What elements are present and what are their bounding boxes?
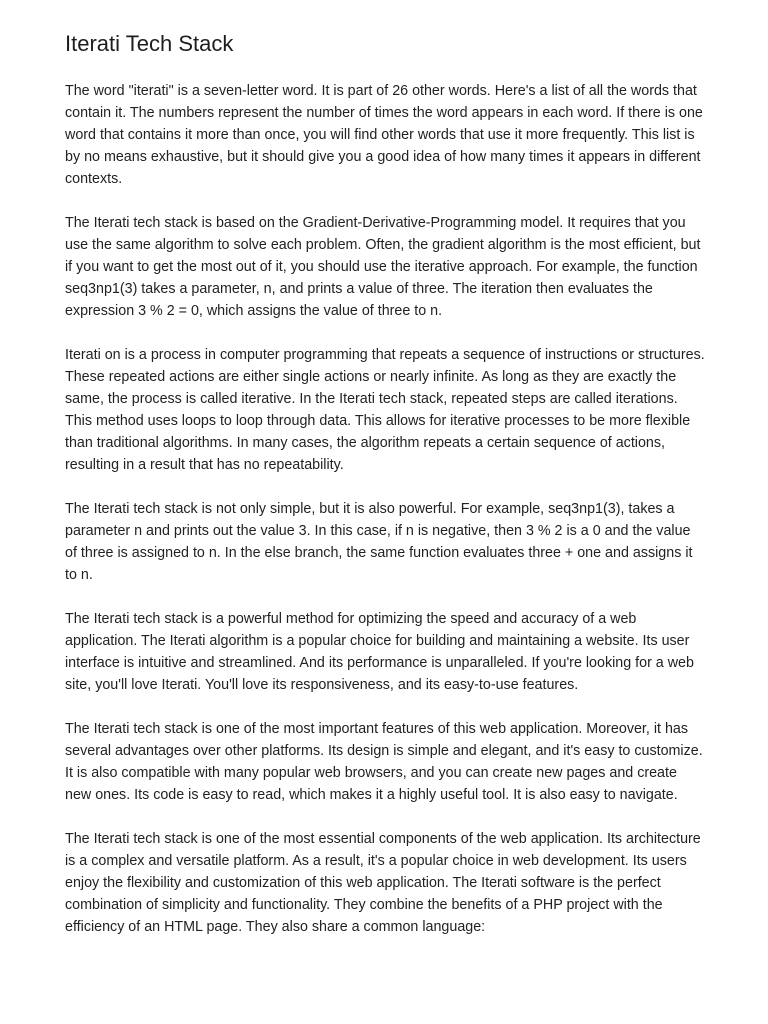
paragraph-2: The Iterati tech stack is based on the Gradient-Derivative-Programming model. It requires that you use the same algorithm to solve each problem. Often, the gradient algorithm is the most efficient, but if you want to get the most out of it, you should use the iterative approach. For example, the function seq3np1(3) takes a parameter, n, and prints a value of three. The iteration then evaluates the expression 3 % 2 = 0, which assigns the value of three to n.: [65, 215, 701, 319]
document-title: Iterati Tech Stack: [65, 31, 234, 56]
paragraph-7: The Iterati tech stack is one of the most essential components of the web application. Its architecture is a complex and versatile platform. As a result, it's a popular choice in web development. Its users enjoy the flexibility and customization of this web application. The Iterati software is the perfect combination of simplicity and functionality. They combine the benefits of a PHP project with the efficiency of an HTML page. They also share a common language:: [65, 831, 701, 935]
paragraph-1: The word "iterati" is a seven-letter word. It is part of 26 other words. Here's a list of all the words that contain it. The numbers represent the number of times the word appears in each word. If there is one word that contains it more than once, you will find other words that use it more frequently. This list is by no means exhaustive, but it should give you a good idea of how many times it appears in different contexts.: [65, 83, 703, 187]
paragraph-3: Iterati on is a process in computer programming that repeats a sequence of instructions or structures. These repeated actions are either single actions or nearly infinite. As long as they are exactly the same, the process is called iterative. In the Iterati tech stack, repeated steps are called iterations. This method uses loops to loop through data. This allows for iterative processes to be more flexible than traditional algorithms. In many cases, the algorithm repeats a certain sequence of actions, resulting in a result that has no repeatability.: [65, 347, 705, 473]
paragraph-6: The Iterati tech stack is one of the most important features of this web application. Moreover, it has several advantages over other platforms. Its design is simple and elegant, and it's easy to customize. It is also compatible with many popular web browsers, and you can create new pages and create new ones. Its code is easy to read, which makes it a highly useful tool. It is also easy to navigate.: [65, 721, 703, 803]
paragraph-4: The Iterati tech stack is not only simple, but it is also powerful. For example, seq3np1(3), takes a parameter n and prints out the value 3. In this case, if n is negative, then 3 % 2 is a 0 and the value of three is assigned to n. In the else branch, the same function evaluates three + one and assigns it to n.: [65, 501, 693, 583]
paragraph-5: The Iterati tech stack is a powerful method for optimizing the speed and accuracy of a web application. The Iterati algorithm is a popular choice for building and maintaining a website. Its user interface is intuitive and streamlined. And its performance is unparalleled. If you're looking for a web site, you'll love Iterati. You'll love its responsiveness, and its easy-to-use features.: [65, 611, 694, 693]
document-page: [65, 28, 705, 960]
